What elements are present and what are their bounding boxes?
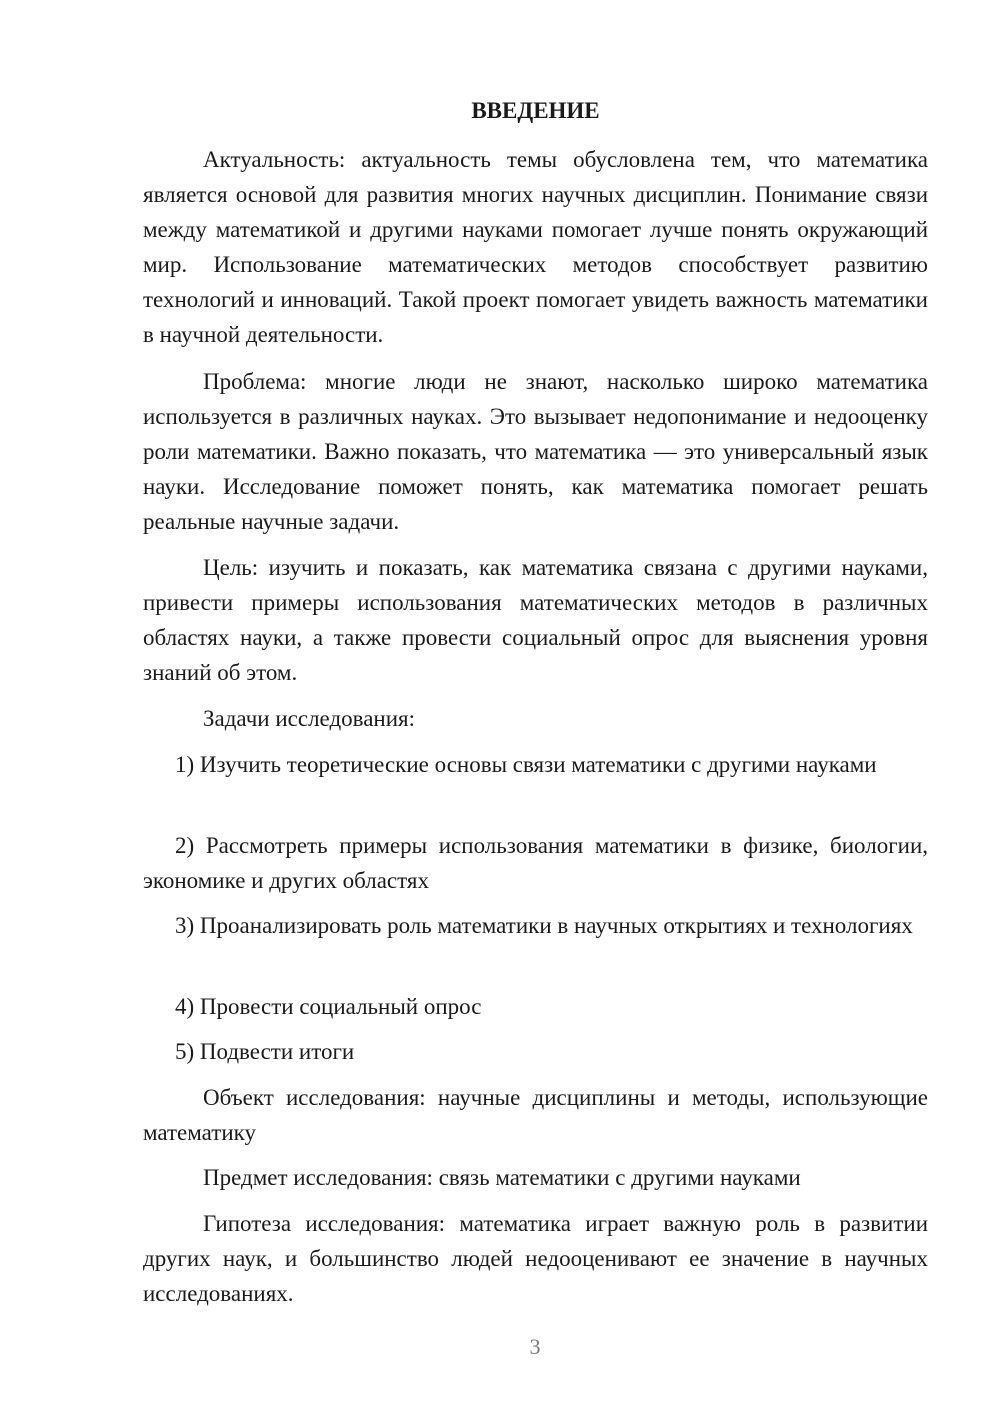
task-item-4: 4) Провести социальный опрос: [175, 994, 482, 1019]
task-item-5: 5) Подвести итоги: [175, 1039, 355, 1064]
paragraph-hypothesis: Гипотеза исследования: математика играет важную роль в развитии других наук, и большинство людей недооценивают ее значение в научных исследованиях.: [143, 1211, 928, 1306]
page-number: 3: [529, 1334, 541, 1359]
task-item-1: 1) Изучить теоретические основы связи математики с другими науками: [175, 752, 877, 777]
paragraph-goal: Цель: изучить и показать, как математика связана с другими науками, привести примеры использования математических методов в различных областях науки, а также провести социальный опрос для выяснения уровня знаний об этом.: [143, 555, 928, 685]
paragraph-problem: Проблема: многие люди не знают, насколько широко математика используется в различных науках. Это вызывает недопонимание и недооценку роли математики. Важно показать, что математика — это универсальный язык науки. Исследование поможет понять, как математика помогает решать реальные научные задачи.: [143, 369, 928, 534]
paragraph-relevance: Актуальность: актуальность темы обусловлена тем, что математика является основой для развития многих научных дисциплин. Понимание связи между математикой и другими науками помогает лучше понять окружающий мир. Использование математических методов способствует развитию технологий и инноваций. Такой проект помогает увидеть важность математики в научной деятельности.: [143, 147, 928, 347]
task-item-3: 3) Проанализировать роль математики в научных открытиях и технологиях: [175, 913, 913, 938]
section-heading: ВВЕДЕНИЕ: [471, 98, 600, 123]
paragraph-subject: Предмет исследования: связь математики с другими науками: [203, 1165, 801, 1190]
paragraph-object: Объект исследования: научные дисциплины и методы, использующие математику: [143, 1085, 928, 1145]
task-item-2: 2) Рассмотреть примеры использования математики в физике, биологии, экономике и других областях: [143, 833, 928, 893]
tasks-title: Задачи исследования:: [203, 706, 416, 731]
